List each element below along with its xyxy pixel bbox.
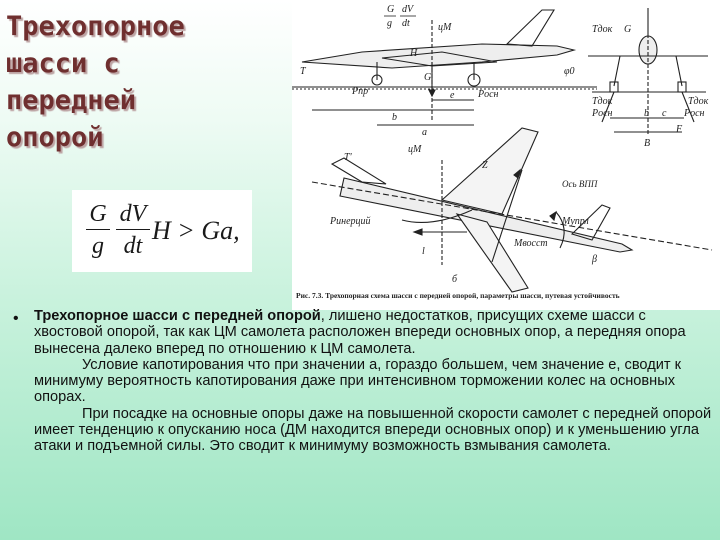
fig-label-p-inert: Pинерций xyxy=(330,216,371,227)
fig-label-e: e xyxy=(450,90,455,101)
fig-label-p-front-left: Pосн xyxy=(592,108,613,119)
fig-label-axis: Ось ВПП xyxy=(562,179,598,189)
fig-label-t-tick: T xyxy=(300,66,306,77)
fig-label-l: l xyxy=(422,246,425,257)
title-line-1: Трехопорное xyxy=(6,11,185,42)
formula-dt-denominator: dt xyxy=(123,233,143,259)
fig-label-dv: dV xyxy=(402,4,414,15)
fig-label-t-front: Tдок xyxy=(592,24,613,35)
bullet-lead-rest: , лишено недостатков, присущих схеме шасси с хвостовой опорой, так как ЦМ самолета расположен впереди основных опор, а передняя опора вынесена далеко вперед по отношению к ЦМ самолета. xyxy=(34,308,686,357)
fig-label-t-front-left: Tдок xyxy=(592,96,613,107)
fig-label-f-front: F xyxy=(676,124,683,135)
fig-label-beta: β xyxy=(592,254,597,265)
fig-label-g-den: g xyxy=(387,18,392,29)
title-line-2: шасси с xyxy=(6,48,120,79)
fig-label-b2-front: B xyxy=(644,138,651,149)
formula-fraction-bar xyxy=(86,229,110,230)
fig-label-dt: dt xyxy=(402,18,410,29)
landing-gear-figure xyxy=(292,0,720,310)
formula-box xyxy=(72,190,252,272)
fig-label-h: H xyxy=(410,48,418,59)
formula-fraction-g xyxy=(86,200,110,260)
fig-label-g-side: G xyxy=(424,72,432,83)
formula-fraction-dvdt xyxy=(116,200,150,260)
fig-label-g-num: G xyxy=(387,4,395,15)
fig-label-cm-top: цМ xyxy=(408,144,422,155)
fig-label-t-front-right: Tдок xyxy=(688,96,709,107)
slide-title xyxy=(6,8,236,156)
fig-label-phi: φ0 xyxy=(564,66,575,77)
formula-g-denominator: g xyxy=(92,233,104,259)
title-line-4: опорой xyxy=(6,122,104,153)
bullet-body xyxy=(34,308,714,455)
bullet-paragraph-1 xyxy=(34,308,714,357)
bullet-paragraph-2: Условие капотирования что при значении а, гораздо большем, чем значение е, сводит к минимуму вероятность капотирования даже при интенсивном торможении колес на основных опорах. xyxy=(34,356,681,406)
fig-label-m-upr: Mупрл xyxy=(562,216,589,227)
fig-label-g-front: G xyxy=(624,24,632,35)
bullet-dot-icon: • xyxy=(13,310,19,327)
aircraft-diagram xyxy=(292,0,720,310)
figure-caption: Рис. 7.3. Трехопорная схема шасси с передней опорой, параметры шасси, путевая устойчивость xyxy=(296,291,620,300)
fig-label-delta: б xyxy=(452,274,458,285)
fig-label-b: b xyxy=(392,112,397,123)
fig-label-cm-side: цМ xyxy=(438,22,452,33)
fig-label-c-front: c xyxy=(662,108,667,119)
fig-label-b-front: b xyxy=(644,108,649,119)
title-line-3: передней xyxy=(6,85,137,116)
fig-label-m-vosst: Mвосст xyxy=(514,238,548,249)
fig-label-t1: T' xyxy=(344,152,352,163)
fig-label-p-front-right: Pосн xyxy=(684,108,705,119)
top-view-aircraft xyxy=(312,128,712,292)
formula-fraction-bar xyxy=(116,229,150,230)
formula-g-numerator: G xyxy=(89,201,107,227)
formula-inequality: H > Ga, xyxy=(152,216,240,245)
fig-label-a: a xyxy=(422,127,427,138)
fig-label-p-main: Pосн xyxy=(478,89,499,100)
bullet-lead-bold: Трехопорное шасси с передней опорой xyxy=(34,308,321,324)
fig-label-p-rear: Pпр xyxy=(352,86,369,97)
formula-dv-numerator: dV xyxy=(119,201,147,227)
fig-label-z: Z xyxy=(482,160,488,171)
bullet-paragraph-3: При посадке на основные опоры даже на повышенной скорости самолет с передней опорой имеет тенденцию к опусканию носа (ДМ находится впереди основных опор) и к уменьшению угла атаки и подъемной силы. Это сводит к минимуму возможность взмывания самолета. xyxy=(34,405,712,455)
